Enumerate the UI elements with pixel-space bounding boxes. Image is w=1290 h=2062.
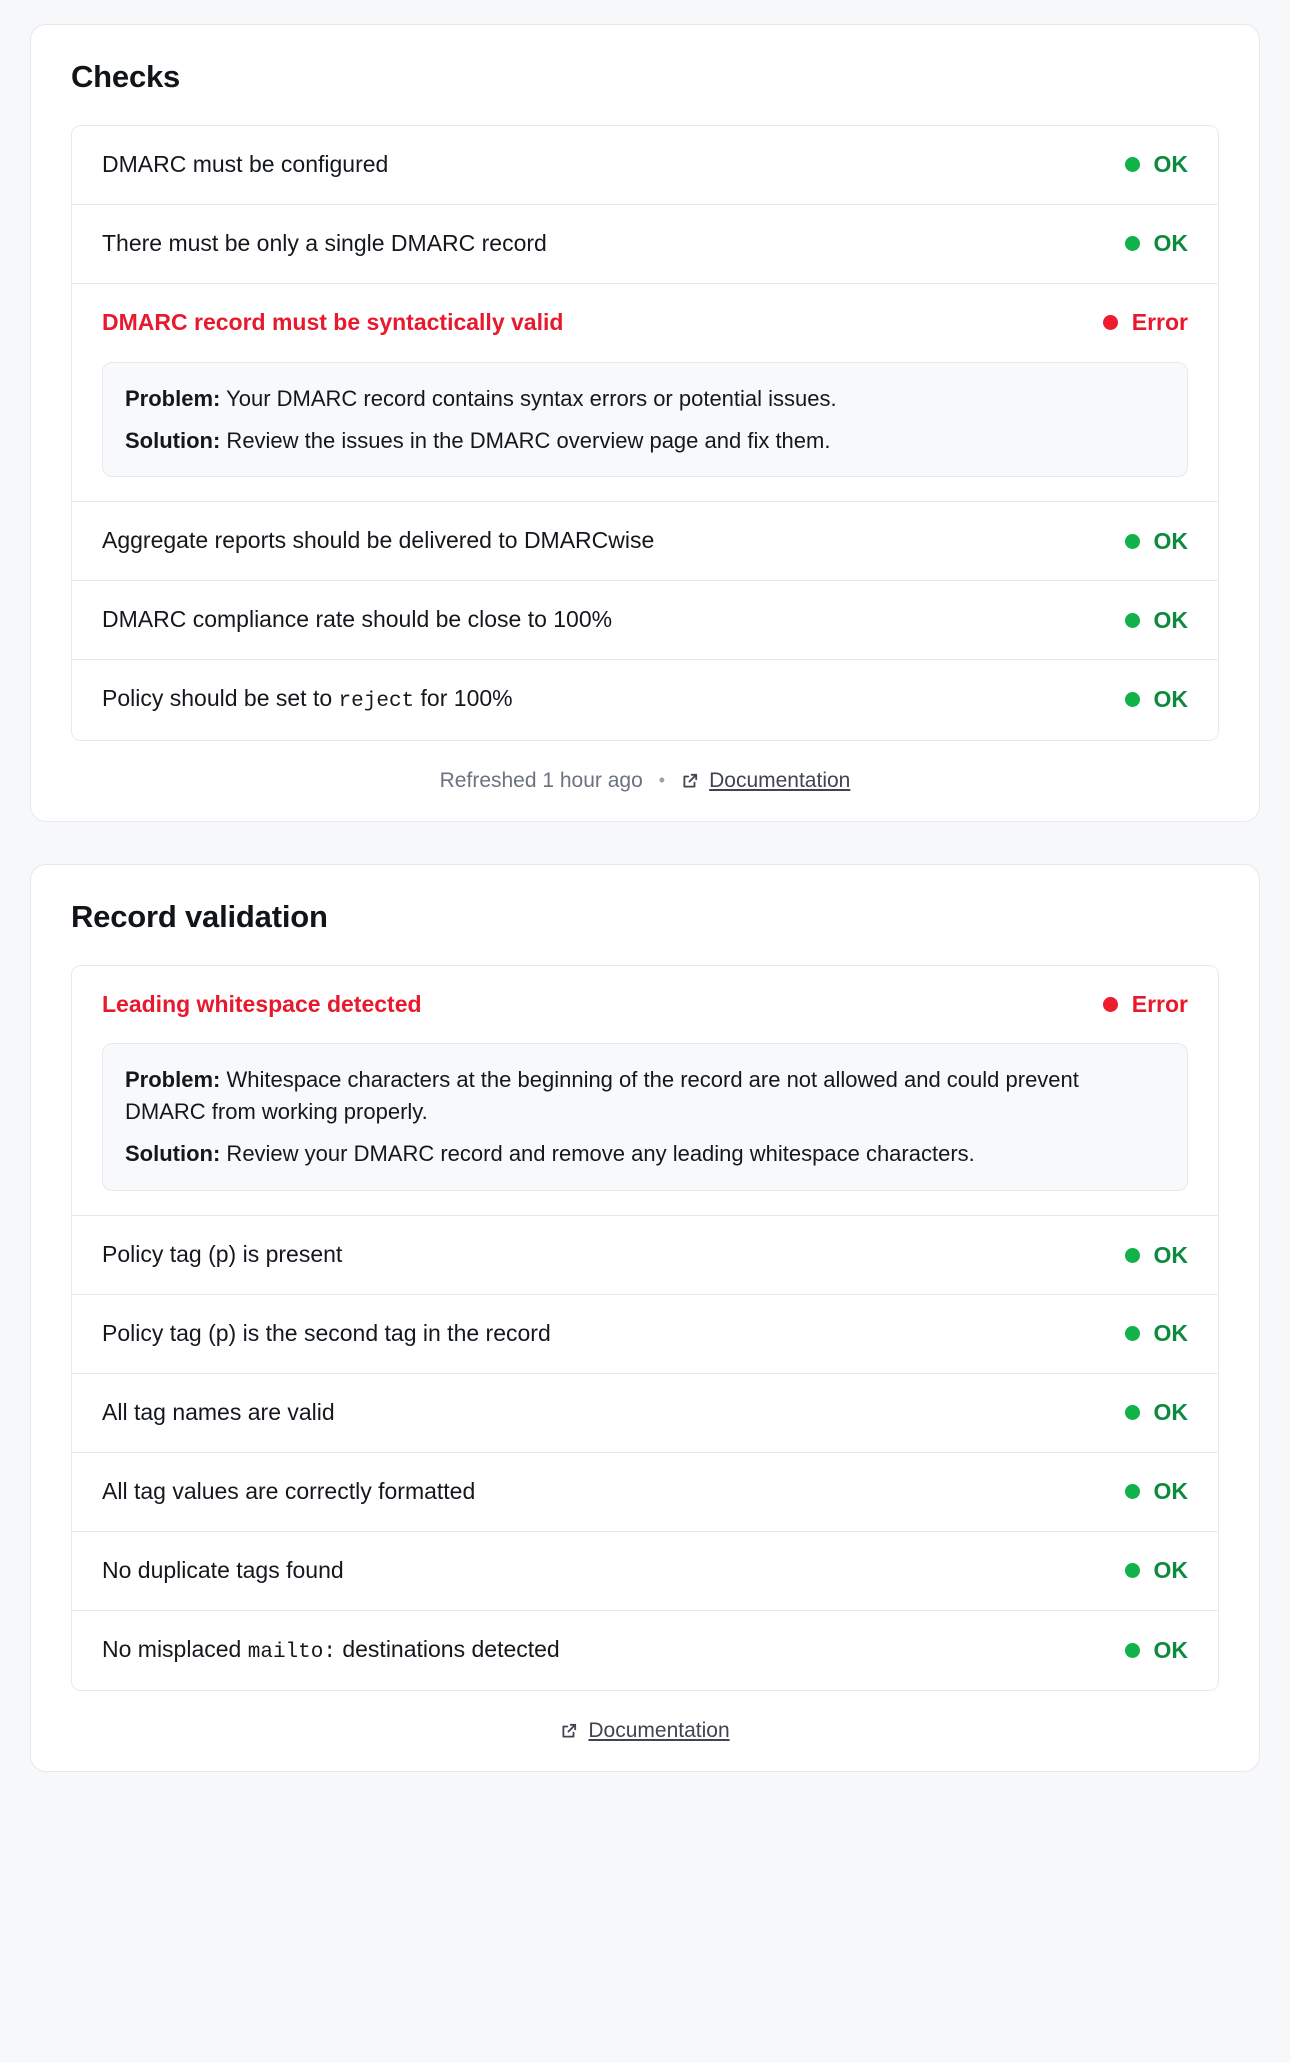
status-dot-icon <box>1125 613 1140 628</box>
status-label: OK <box>1153 1557 1188 1584</box>
status-badge <box>1125 1399 1189 1426</box>
checks-card <box>30 24 1260 822</box>
status-dot-icon <box>1103 315 1118 330</box>
status-label: OK <box>1153 230 1188 257</box>
status-badge <box>1125 151 1189 178</box>
problem-text: Whitespace characters at the beginning of the record are not allowed and could prevent DMARC from working properly. <box>125 1067 1079 1125</box>
solution-label: Solution: <box>125 427 221 453</box>
check-row <box>72 1611 1218 1690</box>
documentation-link[interactable] <box>681 769 850 793</box>
status-dot-icon <box>1125 157 1140 172</box>
status-label: OK <box>1153 1478 1188 1505</box>
check-row-error <box>72 284 1218 362</box>
detail-box <box>102 1043 1188 1191</box>
problem-label: Problem: <box>125 1067 221 1093</box>
check-label: Aggregate reports should be delivered to DMARCwise <box>102 527 655 554</box>
documentation-link[interactable] <box>560 1719 729 1743</box>
check-label: All tag names are valid <box>102 1398 335 1425</box>
problem-line <box>125 383 1165 415</box>
status-badge <box>1125 686 1189 713</box>
record-validation-list <box>71 965 1219 1691</box>
check-detail <box>72 362 1218 503</box>
status-badge <box>1103 991 1188 1018</box>
check-row <box>72 1453 1218 1532</box>
status-dot-icon <box>1125 1405 1140 1420</box>
external-link-icon <box>560 1722 578 1740</box>
check-label: DMARC record must be syntactically valid <box>102 308 564 335</box>
status-label: OK <box>1153 1399 1188 1426</box>
check-label-pre: Policy should be set to <box>102 685 339 712</box>
check-label: DMARC compliance rate should be close to 100% <box>102 606 613 633</box>
status-label: OK <box>1153 527 1188 554</box>
check-label: No duplicate tags found <box>102 1556 344 1583</box>
record-validation-card <box>30 864 1260 1772</box>
check-detail <box>72 1043 1218 1216</box>
check-row <box>72 126 1218 205</box>
check-label: Policy tag (p) is the second tag in the record <box>102 1319 551 1346</box>
checks-footer <box>71 769 1219 793</box>
check-label: Policy tag (p) is present <box>102 1241 343 1268</box>
documentation-label: Documentation <box>709 768 851 792</box>
status-dot-icon <box>1125 1563 1140 1578</box>
solution-text: Review the issues in the DMARC overview page and fix them. <box>220 427 831 453</box>
check-label: Leading whitespace detected <box>102 990 422 1017</box>
status-label: OK <box>1153 151 1188 178</box>
refreshed-timestamp: Refreshed 1 hour ago <box>439 768 643 792</box>
check-label-code: reject <box>338 690 415 714</box>
solution-text: Review your DMARC record and remove any leading whitespace characters. <box>220 1141 975 1167</box>
check-row <box>72 581 1218 660</box>
check-row <box>72 1216 1218 1295</box>
documentation-label: Documentation <box>588 1718 730 1742</box>
problem-line <box>125 1064 1165 1128</box>
status-label: OK <box>1153 1241 1188 1268</box>
record-validation-title: Record validation <box>71 898 328 934</box>
check-row <box>72 502 1218 581</box>
status-dot-icon <box>1125 692 1140 707</box>
check-label: There must be only a single DMARC record <box>102 229 547 256</box>
status-badge <box>1125 1478 1189 1505</box>
status-label: OK <box>1153 606 1188 633</box>
status-dot-icon <box>1125 1484 1140 1499</box>
status-label: OK <box>1153 686 1188 713</box>
solution-line <box>125 425 1165 457</box>
check-row <box>72 1532 1218 1611</box>
check-label: All tag values are correctly formatted <box>102 1477 476 1504</box>
solution-line <box>125 1138 1165 1170</box>
check-row <box>72 205 1218 284</box>
check-row <box>72 1374 1218 1453</box>
status-badge <box>1125 1320 1189 1347</box>
check-row <box>72 660 1218 739</box>
check-label <box>102 1635 560 1666</box>
check-row <box>72 1295 1218 1374</box>
checks-list <box>71 125 1219 741</box>
status-label: OK <box>1153 1320 1188 1347</box>
status-badge <box>1103 309 1188 336</box>
check-row-error <box>72 966 1218 1044</box>
detail-box <box>102 362 1188 478</box>
status-badge <box>1125 607 1189 634</box>
problem-text: Your DMARC record contains syntax errors or potential issues. <box>220 385 837 411</box>
status-label: OK <box>1153 1636 1188 1663</box>
status-label: Error <box>1131 990 1188 1017</box>
status-dot-icon <box>1125 236 1140 251</box>
status-dot-icon <box>1125 534 1140 549</box>
status-dot-icon <box>1103 997 1118 1012</box>
status-dot-icon <box>1125 1248 1140 1263</box>
status-dot-icon <box>1125 1326 1140 1341</box>
record-validation-footer <box>71 1719 1219 1743</box>
status-badge <box>1125 230 1189 257</box>
check-label-post: for 100% <box>414 685 513 712</box>
external-link-icon <box>681 772 699 790</box>
check-label <box>102 684 513 715</box>
status-dot-icon <box>1125 1643 1140 1658</box>
status-badge <box>1125 1557 1189 1584</box>
solution-label: Solution: <box>125 1141 221 1167</box>
status-badge <box>1125 1242 1189 1269</box>
check-label: DMARC must be configured <box>102 151 389 177</box>
check-label-code: mailto: <box>247 1640 336 1664</box>
page-title: Checks <box>71 59 181 94</box>
status-label: Error <box>1131 309 1188 336</box>
check-label-pre: No misplaced <box>102 1635 248 1662</box>
status-badge <box>1125 1637 1189 1664</box>
status-badge <box>1125 528 1189 555</box>
check-label-post: destinations detected <box>335 1635 560 1662</box>
footer-separator: • <box>658 770 666 791</box>
problem-label: Problem: <box>125 385 221 411</box>
